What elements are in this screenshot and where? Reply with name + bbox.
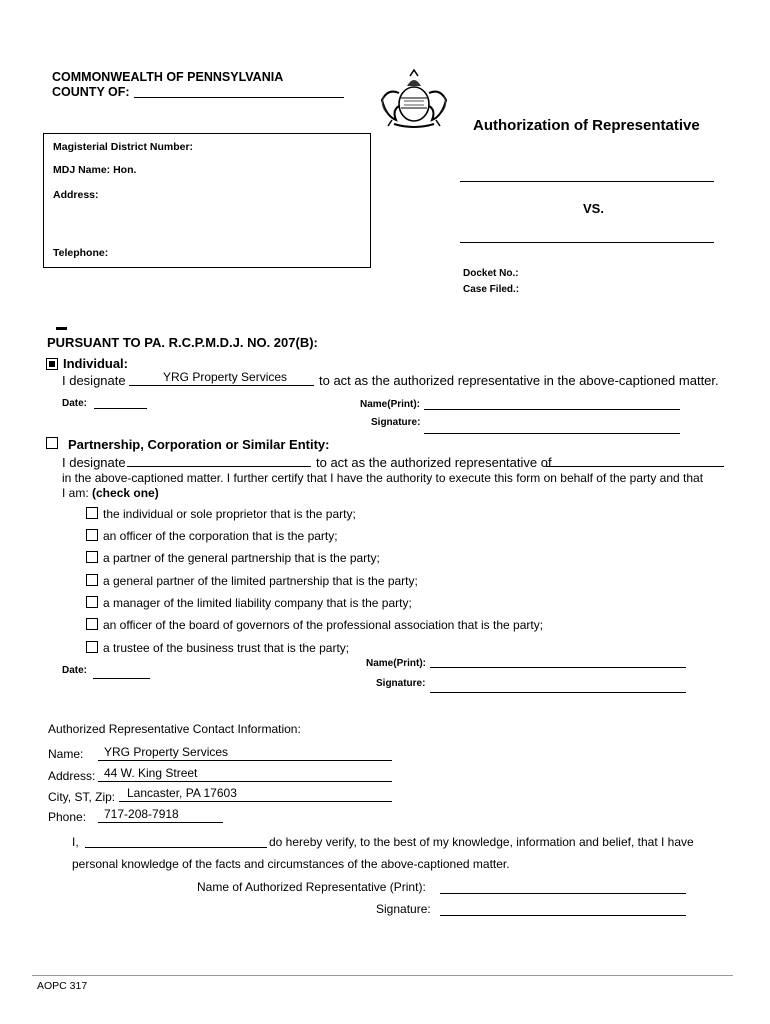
commonwealth-heading: COMMONWEALTH OF PENNSYLVANIA (52, 70, 284, 84)
individual-date-label: Date: (62, 398, 88, 409)
contact-address-label: Address: (48, 769, 96, 783)
entity-date-label: Date: (62, 665, 88, 676)
entity-date-field[interactable] (93, 678, 150, 679)
defendant-line[interactable] (460, 242, 714, 243)
individual-checkbox[interactable] (46, 358, 58, 370)
verification-signature-field[interactable] (440, 915, 686, 916)
individual-signature-field[interactable] (424, 433, 680, 434)
contact-phone-value: 717-208-7918 (104, 807, 179, 821)
individual-date-field[interactable] (94, 408, 147, 409)
verification-name-label: Name of Authorized Representative (Print): (197, 880, 426, 894)
individual-designate-prefix: I designate (62, 373, 126, 388)
entity-checkbox[interactable] (46, 437, 58, 449)
contact-phone-label: Phone: (48, 810, 87, 824)
contact-city-label: City, ST, Zip: (48, 790, 116, 804)
option-checkbox[interactable] (86, 641, 98, 653)
option-checkbox[interactable] (86, 618, 98, 630)
option-label: the individual or sole proprietor that is the party; (103, 507, 356, 521)
contact-name-label: Name: (48, 747, 84, 761)
verification-line2: personal knowledge of the facts and circumstances of the above-captioned matter. (72, 857, 510, 871)
individual-signature-label: Signature: (371, 417, 421, 428)
option-checkbox[interactable] (86, 507, 98, 519)
pursuant-heading: PURSUANT TO PA. R.C.P.M.D.J. NO. 207(B): (47, 335, 318, 350)
option-label: a partner of the general partnership that is the party; (103, 551, 380, 565)
entity-party-field[interactable] (546, 466, 724, 467)
option-label: an officer of the board of governors of the professional association that is the party; (103, 618, 544, 632)
option-checkbox[interactable] (86, 574, 98, 586)
entity-heading: Partnership, Corporation or Similar Entity: (68, 437, 330, 452)
footer-divider (32, 975, 733, 976)
contact-address-field[interactable] (98, 781, 392, 782)
entity-signature-label: Signature: (376, 678, 426, 689)
entity-i-am-prefix: I am: (62, 486, 89, 500)
individual-name-print-field[interactable] (424, 409, 680, 410)
individual-designate-suffix: to act as the authorized representative in the above-captioned matter. (319, 373, 719, 388)
telephone-label: Telephone: (53, 247, 109, 259)
contact-name-value: YRG Property Services (104, 745, 229, 759)
option-label: a trustee of the business trust that is the party; (103, 641, 350, 655)
entity-designate-middle: to act as the authorized representative of (316, 455, 552, 470)
individual-designee-value: YRG Property Services (163, 370, 288, 384)
option-label: a manager of the limited liability company that is the party; (103, 596, 412, 610)
verification-signature-label: Signature: (376, 902, 431, 916)
plaintiff-line[interactable] (460, 181, 714, 182)
verification-rep-name-field[interactable] (440, 893, 686, 894)
option-checkbox[interactable] (86, 596, 98, 608)
docket-label: Docket No.: (463, 268, 519, 279)
verification-line1: do hereby verify, to the best of my knowledge, information and belief, that I have (269, 835, 694, 849)
contact-heading: Authorized Representative Contact Information: (48, 722, 301, 736)
option-checkbox[interactable] (86, 529, 98, 541)
entity-designee-field[interactable] (127, 466, 311, 467)
contact-name-field[interactable] (98, 760, 392, 761)
individual-designee-line[interactable] (129, 385, 314, 386)
mdj-name-label: MDJ Name: Hon. (53, 164, 137, 176)
option-checkbox[interactable] (86, 551, 98, 563)
vs-label: VS. (583, 201, 604, 216)
contact-city-field[interactable] (119, 801, 392, 802)
form-code: AOPC 317 (37, 980, 88, 992)
pennsylvania-seal-icon (374, 68, 454, 130)
district-number-label: Magisterial District Number: (53, 141, 194, 153)
verification-name-field[interactable] (85, 847, 267, 848)
dash-mark (56, 327, 67, 330)
check-one-label: (check one) (92, 486, 159, 500)
entity-name-print-label: Name(Print): (366, 658, 427, 669)
address-label: Address: (53, 189, 99, 201)
entity-designate-prefix: I designate (62, 455, 126, 470)
entity-certify-line: in the above-captioned matter. I further certify that I have the authority to execute this form on behalf of the party and that (62, 471, 704, 485)
entity-signature-field[interactable] (430, 692, 686, 693)
contact-city-value: Lancaster, PA 17603 (127, 786, 237, 800)
contact-address-value: 44 W. King Street (104, 766, 198, 780)
case-filed-label: Case Filed.: (463, 284, 520, 295)
verification-prefix: I, (72, 835, 79, 849)
entity-name-print-field[interactable] (430, 667, 686, 668)
option-label: an officer of the corporation that is the party; (103, 529, 338, 543)
county-label: COUNTY OF: (52, 85, 130, 99)
individual-heading: Individual: (63, 356, 128, 371)
option-label: a general partner of the limited partnership that is the party; (103, 574, 418, 588)
entity-i-am-line (62, 486, 159, 500)
individual-name-print-label: Name(Print): (360, 399, 421, 410)
form-title: Authorization of Representative (473, 117, 700, 134)
county-field[interactable] (134, 97, 344, 98)
contact-phone-field[interactable] (98, 822, 223, 823)
